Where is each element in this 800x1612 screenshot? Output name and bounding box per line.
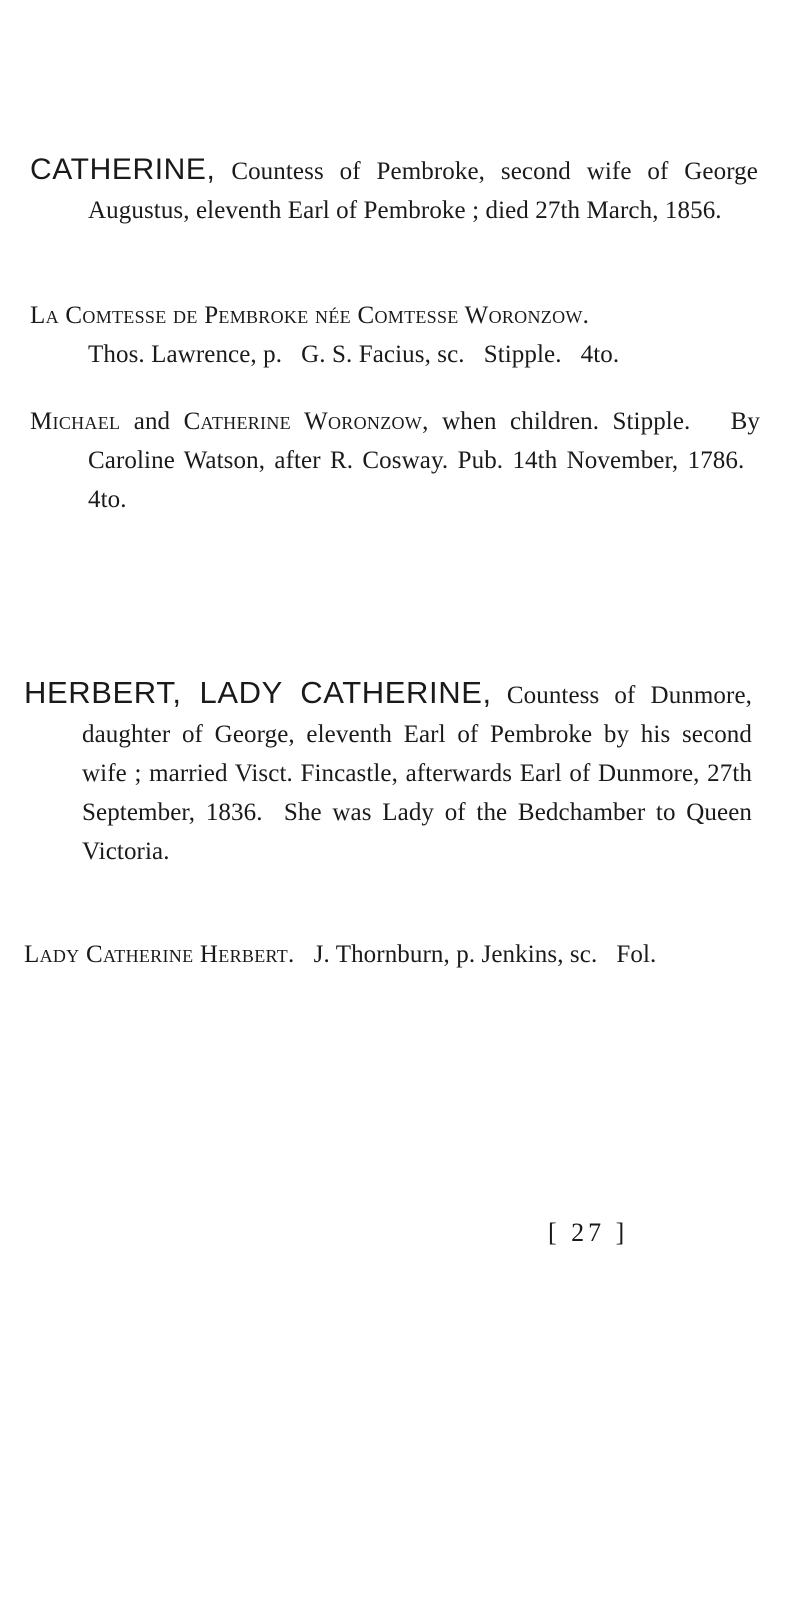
portrait-credits: Thos. Lawrence, p. G. S. Facius, sc. Stipple. 4to. bbox=[88, 341, 620, 368]
portrait-credits: when children. Stipple. By Caroline Watson, after R. Cosway. Pub. 14th November, 1786. 4to. bbox=[88, 408, 760, 513]
entry-text: Countess of Dunmore, daughter of George, eleventh Earl of Pembroke by his second wife ; married Visct. Fincastle, afterwards Earl of Dunmore, 27th September, 1836. She was Lady of the Bedchamber to Queen Victoria. bbox=[82, 682, 753, 865]
entry-la-comtesse-portrait bbox=[30, 296, 768, 374]
portrait-credits: J. Thornburn, p. Jenkins, sc. Fol. bbox=[313, 941, 657, 968]
entry-heading: CATHERINE, bbox=[30, 153, 216, 186]
page-number: [ 27 ] bbox=[548, 1218, 629, 1247]
portrait-title-part1: Michael bbox=[30, 408, 121, 435]
entry-lady-catherine-portrait bbox=[24, 935, 682, 974]
entry-text: Countess of Pembroke, second wife of George Augustus, eleventh Earl of Pembroke ; died 27th March, 1856. bbox=[88, 158, 758, 224]
portrait-title: La Comtesse de Pembroke née Comtesse Woronzow. bbox=[30, 302, 590, 329]
entry-herbert-lady-catherine bbox=[24, 673, 753, 871]
portrait-title-conjunction: and bbox=[133, 408, 171, 435]
entry-catherine-countess bbox=[30, 150, 758, 230]
portrait-title-part2: Catherine Woronzow, bbox=[183, 408, 429, 435]
entry-michael-catherine-portrait bbox=[30, 402, 760, 519]
entry-heading: HERBERT, LADY CATHERINE, bbox=[24, 675, 492, 710]
portrait-title: Lady Catherine Herbert. bbox=[24, 941, 295, 968]
